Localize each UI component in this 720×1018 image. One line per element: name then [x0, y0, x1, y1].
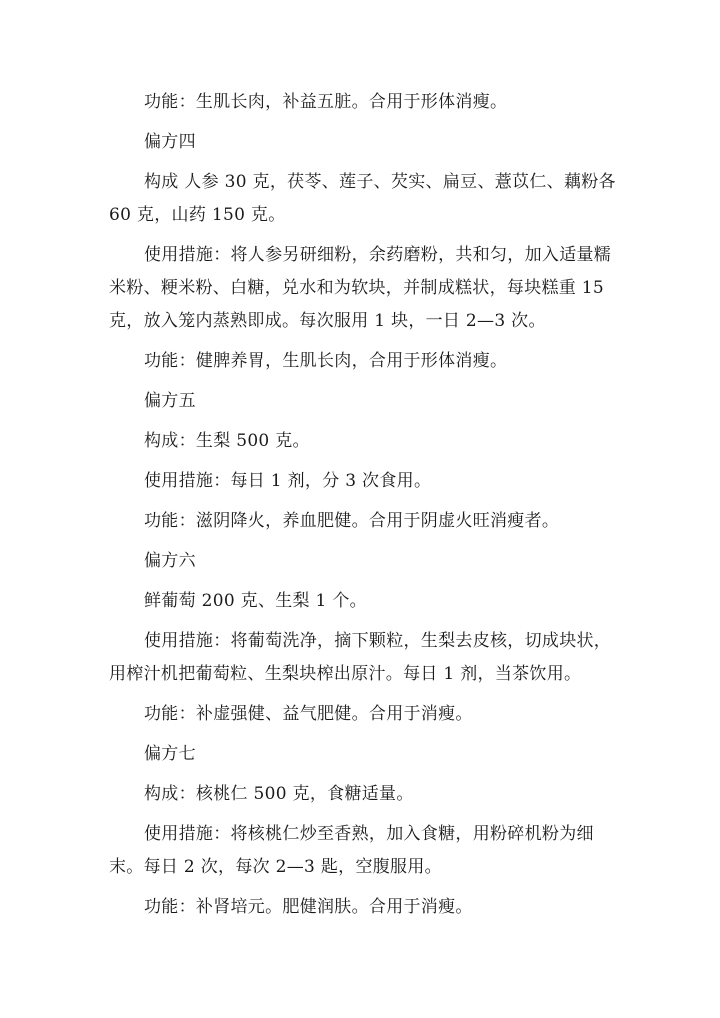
- function-paragraph: 功能：健脾养胃，生肌长肉，合用于形体消瘦。: [144, 351, 508, 371]
- composition-paragraph: 构成：核桃仁 500 克，食糖适量。: [144, 784, 414, 804]
- function-paragraph: 功能：生肌长肉，补益五脏。合用于形体消瘦。: [144, 92, 508, 112]
- function-paragraph: 功能：补虚强健、益气肥健。合用于消瘦。: [144, 704, 473, 724]
- recipe-heading-4: 偏方四: [144, 132, 196, 152]
- function-paragraph: 功能：补肾培元。肥健润肤。合用于消瘦。: [144, 897, 473, 917]
- recipe-heading-7: 偏方七: [144, 744, 196, 764]
- usage-paragraph: 使用措施：将人参另研细粉，余药磨粉，共和匀，加入适量糯米粉、粳米粉、白糖，兑水和为软块，并制成糕状，每块糕重 15 克，放入笼内蒸熟即成。每次服用 1 块，一日 2—3 次。: [109, 245, 612, 331]
- usage-paragraph: 使用措施：将核桃仁炒至香熟，加入食糖，用粉碎机粉为细末。每日 2 次，每次 2—3 匙，空腹服用。: [109, 824, 594, 877]
- usage-paragraph: 使用措施：将葡萄洗净，摘下颗粒，生梨去皮核，切成块状，用榨汁机把葡萄粒、生梨块榨出原汁。每日 1 剂，当茶饮用。: [109, 631, 612, 684]
- composition-paragraph: 构成：生梨 500 克。: [144, 431, 310, 451]
- recipe-heading-5: 偏方五: [144, 391, 196, 411]
- recipe-heading-6: 偏方六: [144, 551, 196, 571]
- composition-paragraph: 构成 人参 30 克，茯苓、莲子、芡实、扁豆、薏苡仁、藕粉各 60 克，山药 150 克。: [109, 172, 616, 225]
- function-paragraph: 功能：滋阴降火，养血肥健。合用于阴虚火旺消瘦者。: [144, 511, 560, 531]
- document-body: [109, 86, 617, 924]
- usage-paragraph: 使用措施：每日 1 剂，分 3 次食用。: [144, 471, 432, 491]
- composition-paragraph: 鲜葡萄 200 克、生梨 1 个。: [144, 591, 367, 611]
